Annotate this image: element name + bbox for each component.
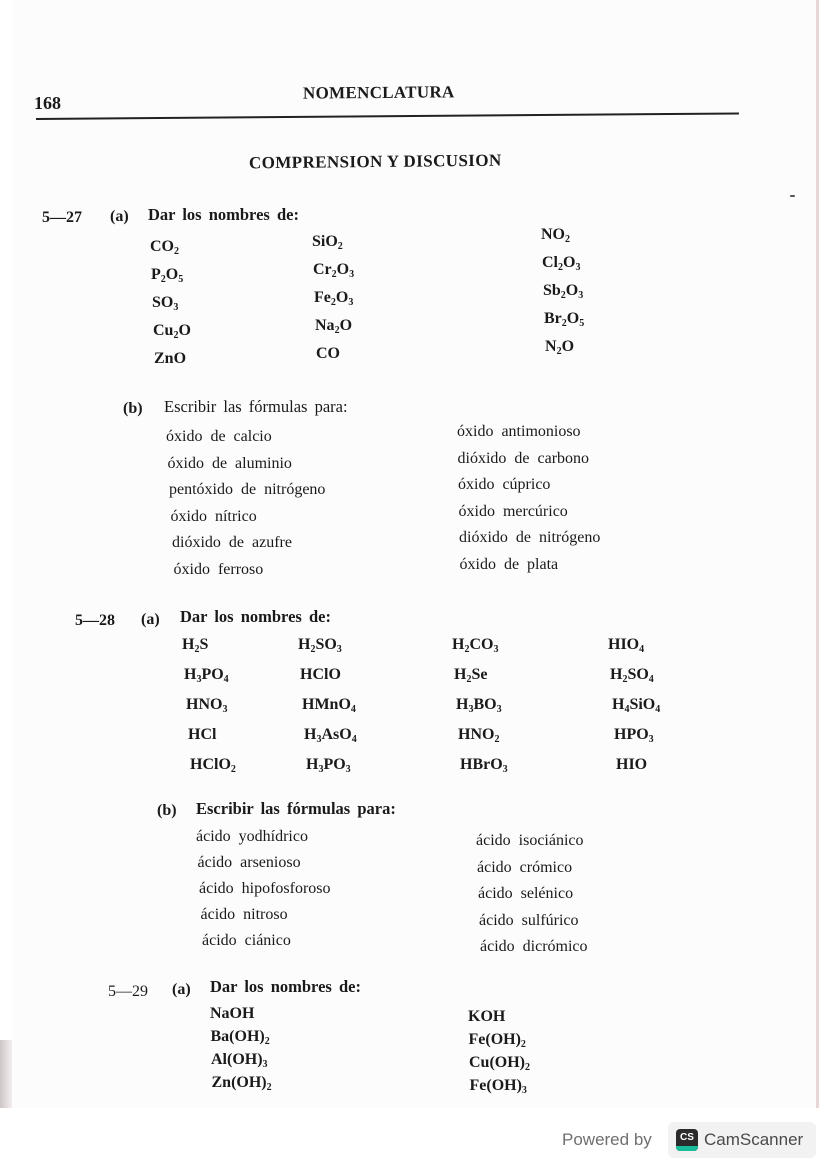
- formula: $H_2CO_3$: [452, 636, 499, 655]
- page-edge-shadow: [0, 1040, 12, 1108]
- problem-number: 5—27: [42, 209, 82, 226]
- part-prompt: Dar los nombres de:: [210, 977, 361, 996]
- formula: $Cu_2O$: [153, 322, 191, 341]
- formula: $H_2SO_4$: [610, 666, 654, 685]
- part-label: (b): [157, 802, 177, 819]
- compound-name: óxido mercúrico: [458, 502, 568, 520]
- formula: HClO$_2$: [190, 756, 236, 775]
- formula: $HNO_3$: [186, 696, 228, 715]
- part-label: (a): [172, 981, 191, 998]
- compound-name: pentóxido de nitrógeno: [169, 481, 326, 498]
- formula: ZnO: [154, 350, 187, 367]
- part-label: (a): [110, 208, 129, 225]
- part-prompt: Dar los nombres de:: [180, 607, 331, 626]
- formula: $H_3PO_3$: [306, 756, 351, 775]
- compound-name: ácido selénico: [478, 885, 574, 902]
- compound-name: ácido crómico: [477, 858, 573, 876]
- formula: HMnO$_4$: [302, 696, 356, 715]
- compound-name: óxido de plata: [459, 555, 559, 573]
- part-prompt: Escribir las fórmulas para:: [164, 397, 348, 416]
- formula: $Fe(OH)_2$: [468, 1031, 526, 1050]
- formula: $H_4SiO_4$: [612, 696, 661, 715]
- part-prompt: Escribir las fórmulas para:: [196, 799, 396, 818]
- formula: $Al(OH)_3$: [211, 1051, 268, 1070]
- formula: $HIO_4$: [608, 636, 645, 655]
- compound-name: dióxido de nitrógeno: [459, 529, 601, 546]
- formula: $H_2SO_3$: [298, 636, 342, 655]
- formula: HIO: [616, 756, 648, 773]
- formula: $Ba(OH)_2$: [210, 1028, 270, 1047]
- formula: $HNO_2$: [458, 726, 500, 745]
- running-head: NOMENCLATURA: [302, 82, 455, 103]
- formula: $N_2O$: [545, 338, 575, 357]
- formula: $H_3PO_4$: [184, 666, 229, 685]
- scan-speck: [790, 195, 795, 197]
- formula: CO: [316, 345, 340, 362]
- compound-name: ácido yodhídrico: [196, 828, 308, 845]
- formula: HCl: [188, 726, 217, 743]
- compound-name: óxido ferroso: [173, 560, 264, 578]
- powered-by-label: Powered by: [562, 1130, 652, 1149]
- compound-name: dióxido de carbono: [457, 449, 590, 467]
- formula: $H_2S$: [182, 636, 209, 655]
- formula: $Cr_2O_3$: [313, 261, 355, 280]
- formula: $SO_3$: [152, 294, 179, 313]
- formula: HBrO$_3$: [460, 756, 508, 775]
- compound-name: ácido dicrómico: [480, 938, 588, 955]
- compound-name: ácido sulfúrico: [479, 911, 579, 929]
- page-number: 168: [34, 93, 61, 113]
- formula: $Sb_2O_3$: [543, 282, 584, 301]
- formula: $Fe(OH)_3$: [469, 1077, 527, 1096]
- formula: HClO: [300, 666, 341, 683]
- compound-name: óxido nítrico: [170, 507, 257, 525]
- formula: $NO_2$: [541, 226, 570, 245]
- compound-name: ácido hipofosforoso: [199, 880, 331, 897]
- formula: $Fe_2O_3$: [314, 289, 354, 308]
- compound-name: ácido nitroso: [200, 906, 288, 923]
- formula: $Br_2O_5$: [544, 310, 585, 329]
- formula: SiO$_2$: [312, 233, 343, 252]
- compound-name: óxido cúprico: [458, 476, 551, 493]
- compound-name: ácido arsenioso: [197, 854, 301, 871]
- formula: KOH: [468, 1008, 506, 1025]
- part-label: (a): [141, 611, 160, 628]
- formula: $Cu(OH)_2$: [469, 1054, 530, 1073]
- formula: $H_3BO_3$: [456, 696, 502, 715]
- part-label: (b): [123, 400, 143, 417]
- formula: $Cl_2O_3$: [542, 254, 581, 273]
- compound-name: dióxido de azufre: [172, 534, 292, 551]
- formula: $Zn(OH)_2$: [211, 1074, 272, 1093]
- part-prompt: Dar los nombres de:: [148, 205, 299, 224]
- camscanner-logo-icon: CS: [676, 1129, 698, 1151]
- problem-number: 5—29: [108, 983, 148, 1000]
- formula: NaOH: [210, 1005, 255, 1022]
- formula: $H_3AsO_4$: [304, 726, 357, 745]
- compound-name: óxido de aluminio: [167, 454, 292, 472]
- problem-number: 5—28: [75, 612, 115, 629]
- formula: $CO_2$: [150, 238, 179, 257]
- compound-name: ácido isociánico: [476, 832, 584, 849]
- compound-name: óxido antimonioso: [457, 423, 581, 440]
- formula: $P_2O_5$: [151, 266, 184, 285]
- compound-name: óxido de calcio: [166, 428, 272, 445]
- formula: $H_2Se$: [454, 666, 488, 685]
- formula: $HPO_3$: [614, 726, 654, 745]
- camscanner-badge[interactable]: [668, 1122, 816, 1158]
- compound-name: ácido ciánico: [202, 932, 291, 949]
- formula: $Na_2O$: [315, 317, 353, 336]
- camscanner-brand: CamScanner: [704, 1130, 804, 1149]
- section-title: COMPRENSION Y DISCUSION: [248, 150, 502, 173]
